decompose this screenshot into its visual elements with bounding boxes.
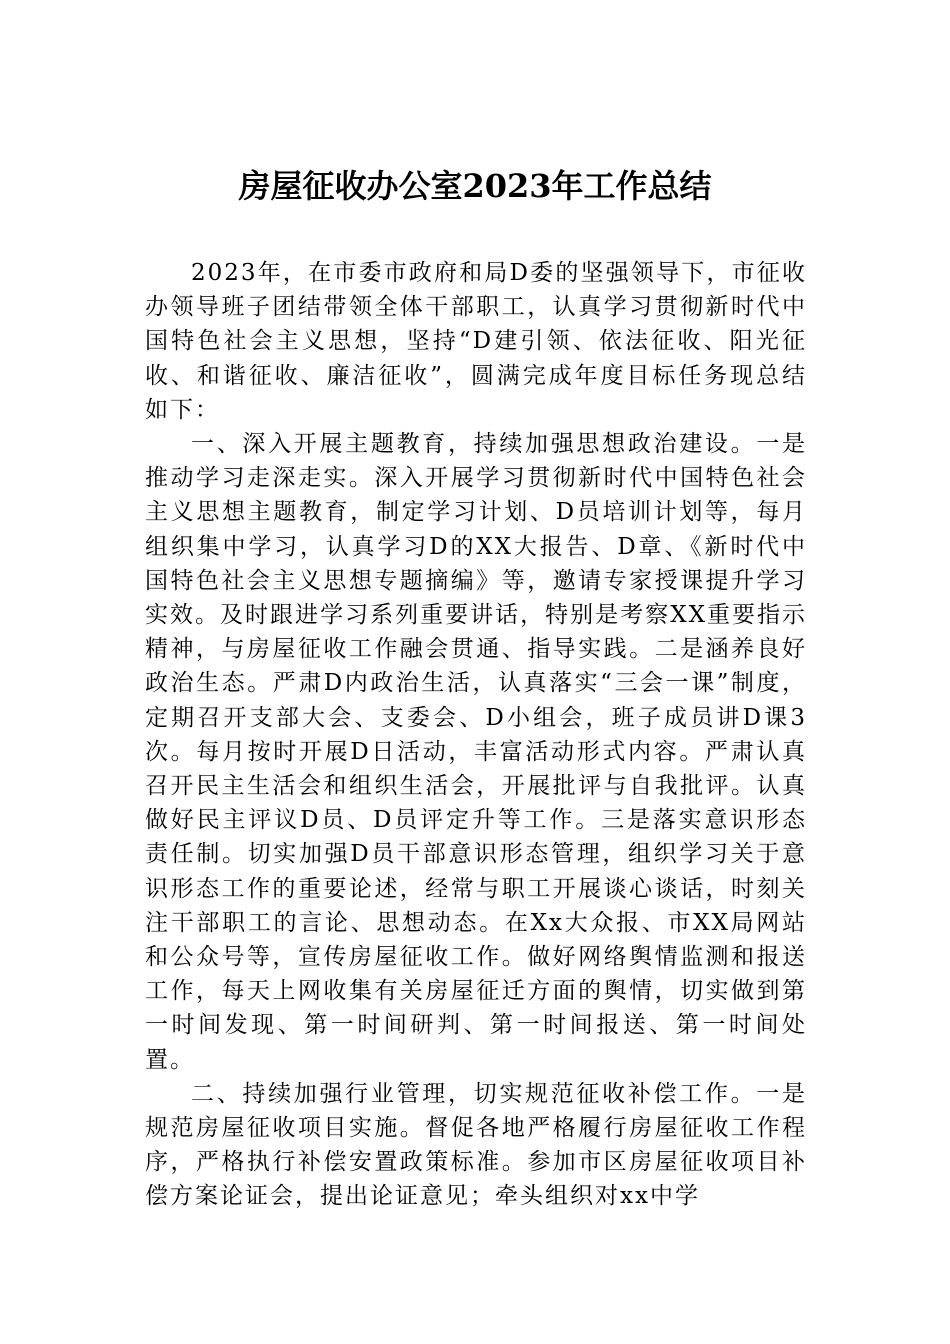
paragraph-section-2: 二、持续加强行业管理，切实规范征收补偿工作。一是规范房屋征收项目实施。督促各地严格履行房屋征收工作程序，严格执行补偿安置政策标准。参加市区房屋征收项目补偿方案论证会，提出论证意见；牵头组织对xx中学 — [145, 1080, 807, 1210]
document-title: 房屋征收办公室2023年工作总结 — [238, 167, 712, 205]
document-body — [145, 256, 807, 1214]
paragraph-intro: 2023年，在市委市政府和局D委的坚强领导下，市征收办领导班子团结带领全体干部职工，认真学习贯彻新时代中国特色社会主义思想，坚持“D建引领、依法征收、阳光征收、和谐征收、廉洁征收”，圆满完成年度目标任务现总结如下： — [145, 260, 807, 423]
paragraph-section-1: 一、深入开展主题教育，持续加强思想政治建设。一是推动学习走深走实。深入开展学习贯彻新时代中国特色社会主义思想主题教育，制定学习计划、D员培训计划等，每月组织集中学习，认真学习D的XX大报告、D章、《新时代中国特色社会主义思想专题摘编》等，邀请专家授课提升学习实效。及时跟进学习系列重要讲话，特别是考察XX重要指示精神，与房屋征收工作融会贯通、指导实践。二是涵养良好政治生态。严肃D内政治生活，认真落实“三会一课”制度，定期召开支部大会、支委会、D小组会，班子成员讲D课3次。每月按时开展D日活动，丰富活动形式内容。严肃认真召开民主生活会和组织生活会，开展批评与自我批评。认真做好民主评议D员、D员评定升等工作。三是落实意识形态责任制。切实加强D员干部意识形态管理，组织学习关于意识形态工作的重要论述，经常与职工开展谈心谈话，时刻关注干部职工的言论、思想动态。在Xx大众报、市XX局网站和公众号等，宣传房屋征收工作。做好网络舆情监测和报送工作，每天上网收集有关房屋征迁方面的舆情，切实做到第一时间发现、第一时间研判、第一时间报送、第一时间处置。 — [145, 431, 807, 1073]
